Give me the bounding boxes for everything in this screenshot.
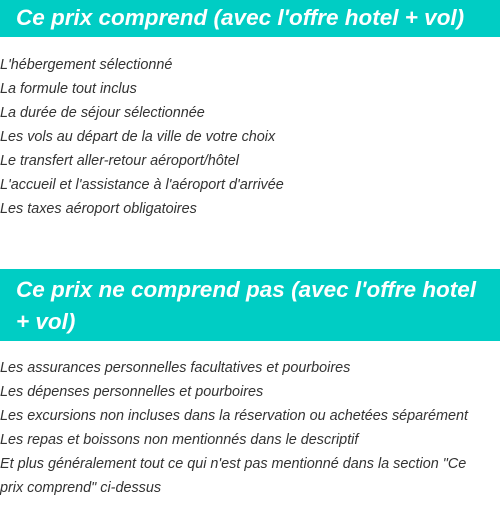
included-item: Les vols au départ de la ville de votre choix	[0, 129, 276, 145]
excluded-item: Les repas et boissons non mentionnés dans le descriptif	[0, 432, 359, 448]
excluded-item: Les excursions non incluses dans la réservation ou achetées séparément	[0, 408, 468, 424]
excluded-item: Les assurances personnelles facultatives et pourboires	[0, 360, 351, 376]
included-items-list	[0, 53, 500, 221]
excluded-item: Les dépenses personnelles et pourboires	[0, 384, 264, 400]
included-item: La formule tout inclus	[0, 81, 137, 97]
included-section-title: Ce prix comprend (avec l'offre hotel + vol)	[0, 0, 500, 37]
included-item: Les taxes aéroport obligatoires	[0, 201, 197, 217]
included-item: L'hébergement sélectionné	[0, 57, 173, 73]
included-item: La durée de séjour sélectionnée	[0, 105, 205, 121]
included-item: L'accueil et l'assistance à l'aéroport d'arrivée	[0, 177, 284, 193]
excluded-section-title: Ce prix ne comprend pas (avec l'offre hotel + vol)	[0, 269, 500, 341]
excluded-item: Et plus généralement tout ce qui n'est pas mentionné dans la section "Ce prix comprend" ci-dessus	[0, 456, 467, 496]
included-item: Le transfert aller-retour aéroport/hôtel	[0, 153, 239, 169]
excluded-items-list	[0, 356, 500, 500]
